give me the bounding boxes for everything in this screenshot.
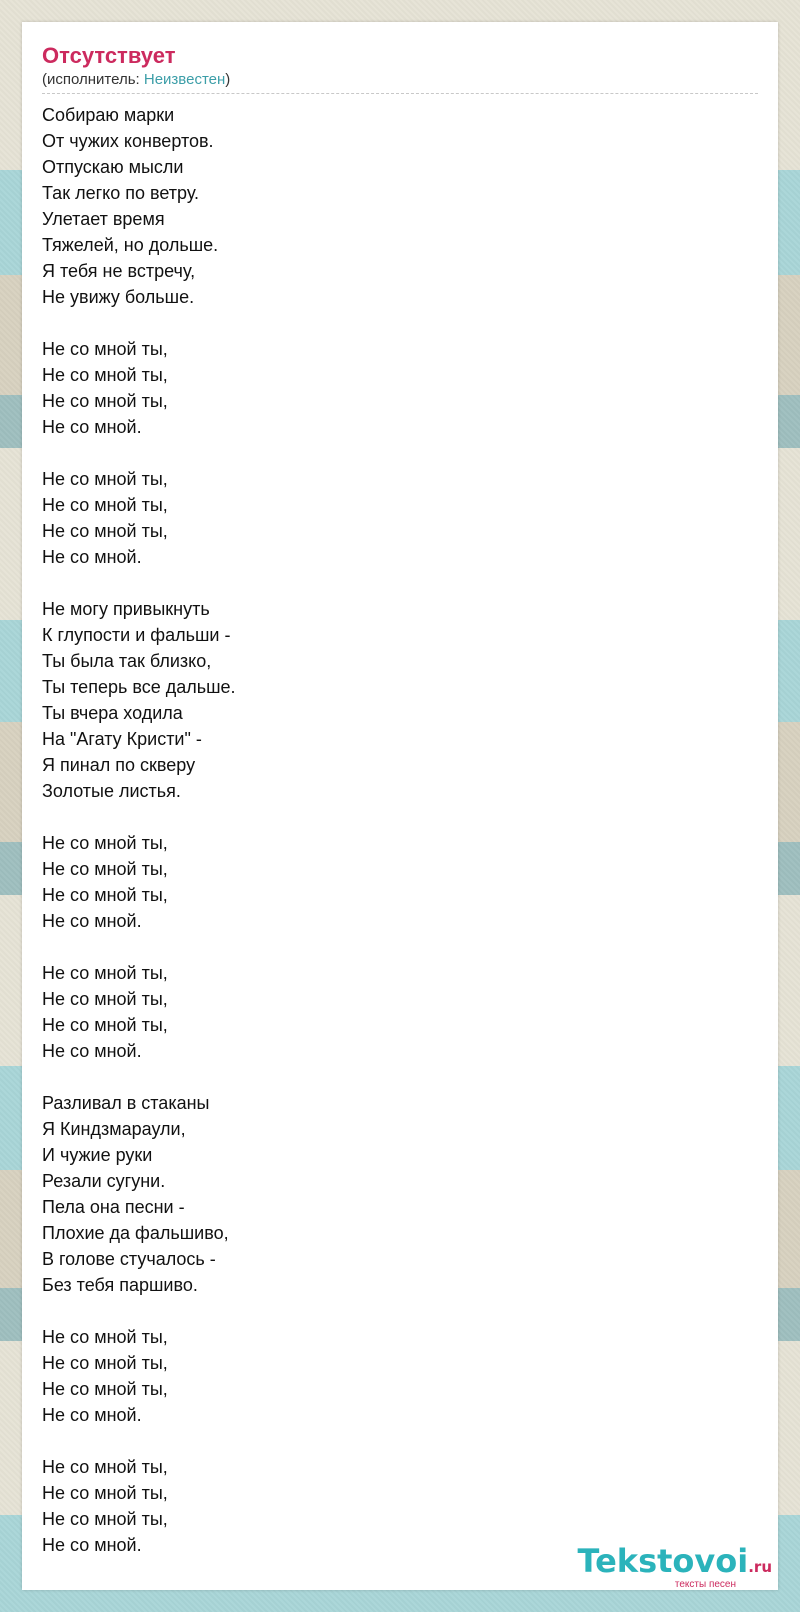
lyric-line: Не со мной ты, [42, 885, 168, 905]
lyric-line: Ты была так близко, [42, 651, 212, 671]
lyric-line: Не со мной. [42, 417, 142, 437]
lyric-line: Не увижу больше. [42, 287, 195, 307]
lyric-line: Собираю марки [42, 105, 175, 125]
lyric-line: Не со мной. [42, 547, 142, 567]
lyric-line: К глупости и фальши - [42, 625, 231, 645]
lyrics-body [42, 102, 742, 1558]
lyric-line: Не со мной ты, [42, 989, 168, 1009]
lyric-line: И чужие руки [42, 1145, 153, 1165]
lyric-line: Резали сугуни. [42, 1171, 166, 1191]
song-header [42, 42, 758, 94]
stanza [42, 830, 742, 934]
lyric-line: Не со мной. [42, 911, 142, 931]
lyric-line: Я пинал по скверу [42, 755, 196, 775]
lyric-line: Не со мной ты, [42, 1353, 168, 1373]
lyric-line: Не со мной ты, [42, 1457, 168, 1477]
lyric-line: Не со мной. [42, 1041, 142, 1061]
lyric-line: Не со мной ты, [42, 521, 168, 541]
stanza [42, 1090, 742, 1298]
logo-wordmark [578, 1544, 772, 1584]
lyric-line: Не со мной ты, [42, 1509, 168, 1529]
lyric-line: Не со мной ты, [42, 1327, 168, 1347]
lyric-line: Ты вчера ходила [42, 703, 183, 723]
stanza [42, 102, 742, 310]
lyric-line: Не со мной. [42, 1405, 142, 1425]
lyric-line: Так легко по ветру. [42, 183, 200, 203]
logo-main-text: Tekstovoi [577, 1542, 749, 1580]
artist-prefix: (исполнитель: [42, 71, 144, 88]
stanza [42, 1324, 742, 1428]
lyrics-card [22, 22, 778, 1590]
lyric-line: Не со мной ты, [42, 365, 168, 385]
lyric-line: Улетает время [42, 209, 165, 229]
lyric-line: Не со мной ты, [42, 495, 168, 515]
stanza [42, 960, 742, 1064]
lyric-line: Я тебя не встречу, [42, 261, 196, 281]
logo-tagline: тексты песен [674, 1579, 736, 1590]
lyric-line: Не со мной ты, [42, 963, 168, 983]
lyric-line: Не со мной ты, [42, 833, 168, 853]
lyric-line: Не со мной ты, [42, 1015, 168, 1035]
lyric-line: Тяжелей, но дольше. [42, 235, 219, 255]
lyric-line: Не со мной ты, [42, 1483, 168, 1503]
stanza [42, 596, 742, 804]
lyric-line: Не со мной ты, [42, 469, 168, 489]
lyric-line: Не со мной ты, [42, 391, 168, 411]
lyric-line: В голове стучалось - [42, 1249, 216, 1269]
artist-link[interactable]: Неизвестен [143, 71, 226, 88]
song-title: Отсутствует [42, 43, 176, 68]
stanza [42, 466, 742, 570]
site-logo[interactable] [578, 1544, 772, 1590]
lyric-line: От чужих конвертов. [42, 131, 214, 151]
lyric-line: Ты теперь все дальше. [42, 677, 236, 697]
lyric-line: Разливал в стаканы [42, 1093, 210, 1113]
lyric-line: Я Киндзмараули, [42, 1119, 186, 1139]
lyric-line: На "Агату Кристи" - [42, 729, 202, 749]
lyric-line: Не могу привыкнуть [42, 599, 210, 619]
lyric-line: Не со мной. [42, 1535, 142, 1555]
lyric-line: Без тебя паршиво. [42, 1275, 198, 1295]
lyric-line: Пела она песни - [42, 1197, 185, 1217]
logo-tld: .ru [748, 1558, 772, 1576]
lyric-line: Отпускаю мысли [42, 157, 184, 177]
lyric-line: Не со мной ты, [42, 859, 168, 879]
stanza [42, 336, 742, 440]
lyric-line: Плохие да фальшиво, [42, 1223, 229, 1243]
artist-suffix: ) [225, 71, 231, 88]
artist-byline [42, 70, 758, 90]
lyric-line: Не со мной ты, [42, 339, 168, 359]
lyric-line: Не со мной ты, [42, 1379, 168, 1399]
lyric-line: Золотые листья. [42, 781, 181, 801]
